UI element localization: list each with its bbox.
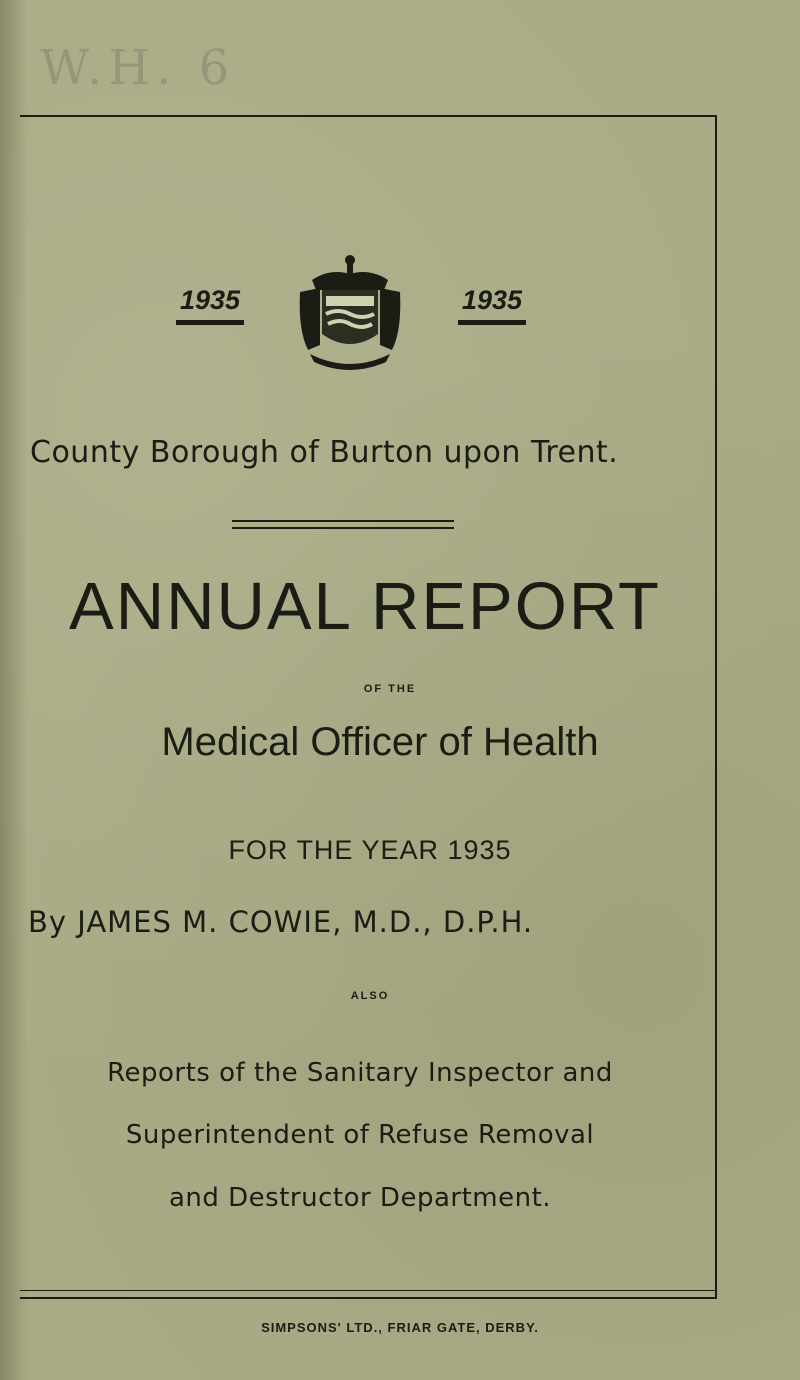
reports-line-3: and Destructor Department. xyxy=(168,1183,552,1213)
year-right xyxy=(432,285,552,325)
year-left xyxy=(150,285,270,325)
page-border-inner xyxy=(20,1290,715,1291)
borough-heading: County Borough of Burton upon Trent. xyxy=(30,435,619,470)
page-title: ANNUAL REPORT xyxy=(69,569,661,644)
handwritten-note: W.H. 6 xyxy=(40,40,236,96)
printer-imprint: SIMPSONS' LTD., FRIAR GATE, DERBY. xyxy=(261,1320,539,1335)
reports-line-1: Reports of the Sanitary Inspector and xyxy=(107,1058,613,1088)
reports-line-2: Superintendent of Refuse Removal xyxy=(125,1120,595,1150)
officer-heading: Medical Officer of Health xyxy=(161,720,599,764)
year-right-text: 1935 xyxy=(461,285,523,315)
title-rule-bottom xyxy=(232,527,454,529)
report-year: FOR THE YEAR 1935 xyxy=(228,835,512,865)
year-left-text: 1935 xyxy=(179,285,241,315)
also-label: ALSO xyxy=(350,990,390,1002)
of-the-label: OF THE xyxy=(363,683,417,695)
year-right-underline xyxy=(458,320,526,325)
year-left-underline xyxy=(176,320,244,325)
borough-crest-icon xyxy=(290,250,410,375)
title-rule-top xyxy=(232,520,454,522)
author-line: By JAMES M. COWIE, M.D., D.P.H. xyxy=(28,905,534,939)
